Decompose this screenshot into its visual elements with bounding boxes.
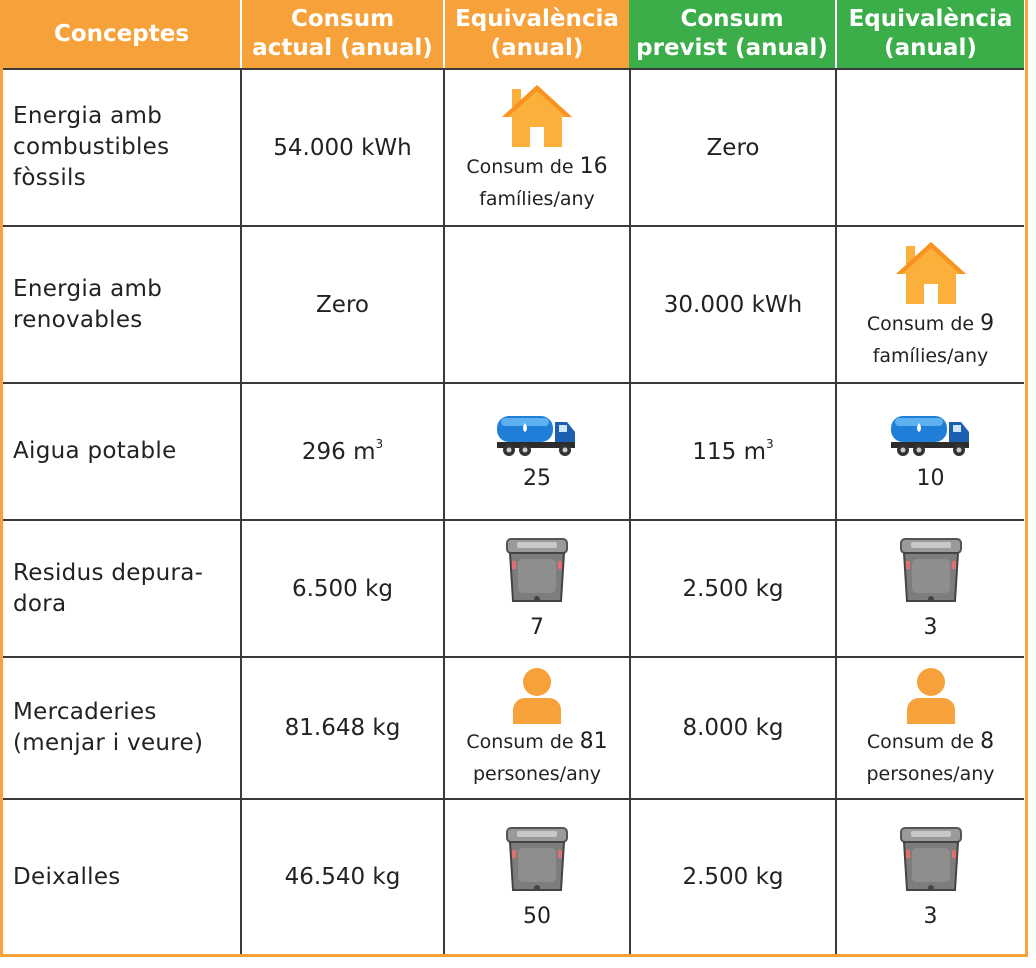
concept-line: renovables [13,306,143,333]
water-truck-icon [495,412,579,458]
header-current-equivalence-line1: Equivalència [455,6,619,32]
equivalence-number: 3 [923,903,938,929]
current-consumption-value [301,436,384,465]
waste-container-icon [502,826,572,896]
header-current-equivalence [443,0,629,68]
current-consumption-cell [240,68,443,225]
concept-line: combustibles [13,134,170,160]
equivalence-prefix: Consum de [466,155,580,178]
planned-consumption-value: 8.000 kg [682,715,784,741]
planned-consumption-value: 30.000 kWh [663,291,803,318]
equivalence-number: 10 [916,466,945,491]
header-current-consumption-line1: Consum [290,6,395,32]
planned-equivalence-cell [835,798,1024,954]
planned-consumption-cell [629,225,835,382]
current-consumption-value: 6.500 kg [291,575,394,602]
house-icon [500,81,574,151]
equivalence-unit: persones/any [866,763,995,785]
concept-line: Deixalles [13,863,121,890]
equivalence-prefix: Consum de [866,312,981,335]
concept-line: Energia amb [13,275,163,302]
current-consumption-cell [240,519,443,656]
planned-consumption-cell [629,68,835,225]
equivalence-number: 7 [530,615,544,640]
equivalence-number: 50 [523,903,551,929]
header-planned-equivalence-line1: Equivalència [848,6,1013,32]
equivalence-unit: famílies/any [872,344,989,367]
person-icon [509,666,565,726]
equivalence-number: 81 [579,729,608,754]
header-current-equivalence-line2: (anual) [490,35,584,61]
concept-line: Residus depura- [13,559,204,586]
header-planned-consumption [629,0,835,68]
equivalence-unit: famílies/any [479,187,595,210]
current-equivalence-cell [443,382,629,519]
value-exponent: 3 [375,436,384,451]
equivalence-text [867,726,994,758]
current-consumption-value: Zero [316,291,369,318]
row-concept [3,68,240,225]
current-consumption-value: 81.648 kg [284,715,401,741]
equivalence-number: 3 [923,615,938,640]
current-consumption-value: 46.540 kg [284,864,401,890]
equivalence-number: 9 [980,310,995,336]
concept-line: (menjar i veure) [13,730,204,756]
row-concept [3,519,240,656]
planned-consumption-cell [629,798,835,954]
planned-consumption-value [692,436,774,465]
header-planned-equivalence-line2: (anual) [884,35,977,61]
concept-line: Energia amb [13,103,163,129]
planned-equivalence-cell [835,519,1024,656]
current-equivalence-cell [443,656,629,798]
equivalence-prefix: Consum de [466,731,580,753]
equivalence-number: 25 [523,466,551,491]
planned-consumption-value: Zero [706,134,760,161]
concept-line: dora [13,590,67,617]
header-concepts [3,0,240,68]
house-icon [894,238,968,308]
concept-line: Mercaderies [13,699,157,725]
header-planned-consumption-line1: Consum [680,6,784,32]
value-text: 296 m [301,438,376,465]
equivalence-prefix: Consum de [866,731,981,753]
current-consumption-cell [240,656,443,798]
planned-equivalence-cell-empty [835,68,1024,225]
header-planned-consumption-line2: previst (anual) [636,35,828,61]
value-text: 115 m [692,438,766,465]
current-consumption-cell [240,225,443,382]
waste-container-icon [896,826,966,896]
equivalence-number: 8 [980,729,995,754]
current-equivalence-cell [443,68,629,225]
current-consumption-value: 54.000 kWh [273,134,412,161]
current-consumption-cell [240,798,443,954]
person-icon [903,666,959,726]
waste-container-icon [896,537,966,607]
planned-equivalence-cell [835,656,1024,798]
concept-line: fòssils [13,165,86,191]
row-concept [3,382,240,519]
equivalence-unit: persones/any [472,763,602,785]
row-concept [3,656,240,798]
equivalence-text [466,726,607,758]
value-exponent: 3 [765,436,774,451]
waste-container-icon [502,537,572,607]
equivalence-text [466,151,607,183]
header-planned-equivalence [835,0,1024,68]
row-concept [3,225,240,382]
current-equivalence-cell [443,519,629,656]
equivalence-number: 16 [579,153,608,179]
concept-line: Aigua potable [13,438,177,464]
water-truck-icon [889,412,973,458]
header-concepts-label: Conceptes [53,20,190,47]
planned-consumption-value: 2.500 kg [682,575,784,602]
row-concept [3,798,240,954]
current-consumption-cell [240,382,443,519]
planned-equivalence-cell [835,382,1024,519]
header-current-consumption-line2: actual (anual) [252,35,433,61]
planned-equivalence-cell [835,225,1024,382]
header-current-consumption [240,0,443,68]
current-equivalence-cell [443,798,629,954]
equivalence-text [867,308,994,340]
planned-consumption-cell [629,656,835,798]
planned-consumption-value: 2.500 kg [682,864,784,890]
current-equivalence-cell-empty [443,225,629,382]
planned-consumption-cell [629,382,835,519]
planned-consumption-cell [629,519,835,656]
